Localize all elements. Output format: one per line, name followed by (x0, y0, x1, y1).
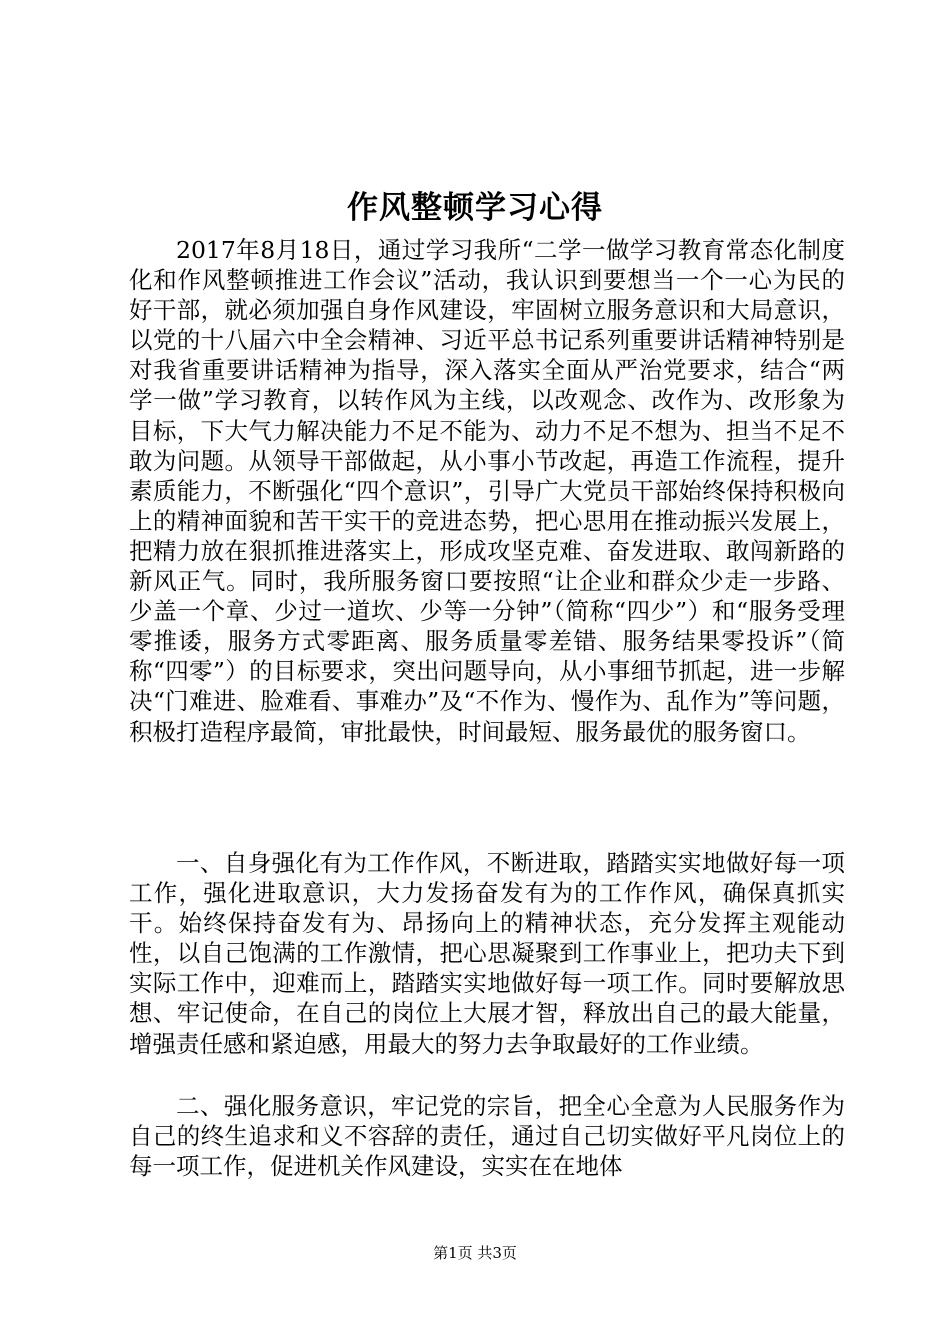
paragraph-section-2: 二、强化服务意识，牢记党的宗旨，把全心全意为人民服务作为自己的终生追求和义不容辞的责任，通过自己切实做好平凡岗位上的每一项工作，促进机关作风建设，实实在在地体 (129, 1092, 845, 1181)
page-footer: 第1页 共3页 (433, 1244, 517, 1262)
document-title: 作风整顿学习心得 (347, 190, 603, 226)
paragraph-section-1: 一、自身强化有为工作作风，不断进取，踏踏实实地做好每一项工作，强化进取意识，大力发扬奋发有为的工作作风，确保真抓实干。始终保持奋发有为、昂扬向上的精神状态，充分发挥主观能动性，以自己饱满的工作激情，把心思凝聚到工作事业上，把功夫下到实际工作中，迎难而上，踏踏实实地做好每一项工作。同时要解放思想、牢记使命，在自己的岗位上大展才智，释放出自己的最大能量，增强责任感和紧迫感，用最大的努力去争取最好的工作业绩。 (129, 849, 845, 1058)
paragraph-intro: 2017年8月18日，通过学习我所“二学一做学习教育常态化制度化和作风整顿推进工作会议”活动，我认识到要想当一个一心为民的好干部，就必须加强自身作风建设，牢固树立服务意识和大局意识，以党的十八届六中全会精神、习近平总书记系列重要讲话精神特别是对我省重要讲话精神为指导，深入落实全面从严治党要求，结合“两学一做”学习教育，以转作风为主线，以改观念、改作为、改形象为目标，下大气力解决能力不足不能为、动力不足不想为、担当不足不敢为问题。从领导干部做起，从小事小节改起，再造工作流程，提升素质能力，不断强化“四个意识”，引导广大党员干部始终保持积极向上的精神面貌和苦干实干的竞进态势，把心思用在推动振兴发展上，把精力放在狠抓推进落实上，形成攻坚克难、奋发进取、敢闯新路的新风正气。同时，我所服务窗口要按照“让企业和群众少走一步路、少盖一个章、少过一道坎、少等一分钟”（简称“四少”）和“服务受理零推诿，服务方式零距离、服务质量零差错、服务结果零投诉”（简称“四零”）的目标要求，突出问题导向，从小事细节抓起，进一步解决“门难进、脸难看、事难办”及“不作为、慢作为、乱作为”等问题，积极打造程序最简，审批最快，时间最短、服务最优的服务窗口。 (129, 236, 845, 746)
